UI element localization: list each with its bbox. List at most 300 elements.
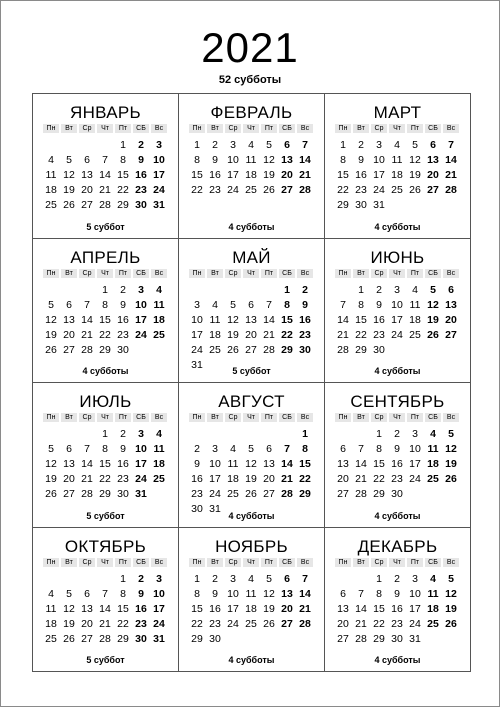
day-cell: 4: [212, 298, 218, 311]
day-cell: 25: [45, 632, 57, 645]
day-grid: [325, 138, 470, 213]
week-row: [325, 298, 470, 313]
day-cell: 8: [194, 587, 200, 600]
month-block: [179, 239, 325, 384]
day-cell: 25: [45, 199, 57, 211]
week-row: [33, 427, 178, 442]
day-cell: 2: [194, 443, 200, 455]
day-cell: [78, 283, 96, 298]
day-cell: 18: [209, 328, 221, 341]
day-cell: 31: [373, 199, 385, 211]
day-cell: 1: [302, 428, 308, 440]
day-cell: 5: [266, 572, 272, 585]
month-block: [33, 94, 179, 239]
day-cell: 25: [245, 184, 257, 196]
day-cell: 20: [81, 617, 93, 630]
day-cell: 14: [355, 602, 367, 615]
weekday-label: Пн: [335, 124, 351, 133]
day-cell: [406, 343, 424, 358]
day-cell: 1: [120, 139, 126, 151]
week-row: [33, 632, 178, 647]
weekday-label: СБ: [133, 269, 149, 278]
day-cell: 26: [263, 184, 275, 196]
day-cell: 17: [191, 328, 203, 341]
day-cell: [442, 632, 460, 647]
day-cell: 24: [391, 328, 403, 341]
day-cell: 14: [99, 169, 111, 181]
day-cell: 7: [84, 443, 90, 455]
day-cell: 21: [299, 169, 311, 181]
week-row: [325, 343, 470, 358]
day-cell: 7: [102, 587, 108, 600]
day-cell: 6: [448, 283, 454, 296]
month-block: [179, 94, 325, 239]
day-cell: 20: [337, 473, 349, 485]
saturday-count: 4 субботы: [228, 221, 275, 232]
month-name: МАЙ: [232, 247, 271, 267]
weekday-label: Ср: [79, 558, 95, 567]
weekday-label: Ср: [79, 124, 95, 133]
day-cell: [188, 427, 206, 442]
month-name: СЕНТЯБРЬ: [350, 392, 445, 411]
week-row: [179, 632, 324, 647]
day-cell: 22: [373, 473, 385, 485]
day-cell: 16: [117, 313, 129, 326]
day-cell: 8: [102, 443, 108, 455]
day-cell: 28: [299, 617, 311, 630]
day-cell: 15: [99, 313, 111, 326]
day-cell: 15: [281, 313, 293, 326]
weekday-label: Чт: [97, 558, 113, 567]
day-cell: 17: [409, 602, 421, 615]
day-cell: 8: [376, 587, 382, 600]
day-cell: 31: [191, 358, 203, 371]
day-cell: 8: [102, 298, 108, 311]
day-cell: 13: [263, 458, 275, 470]
day-cell: 18: [427, 458, 439, 470]
month-block: [325, 528, 471, 673]
day-cell: 19: [409, 169, 421, 181]
weekday-label: СБ: [279, 413, 295, 422]
week-row: [325, 313, 470, 328]
day-grid: [325, 427, 470, 502]
week-row: [33, 283, 178, 298]
weekday-label: Пт: [115, 413, 131, 422]
day-cell: 11: [153, 443, 165, 455]
day-cell: 24: [409, 473, 421, 485]
month-block: [33, 528, 179, 673]
day-cell: 26: [445, 617, 457, 630]
day-grid: [179, 427, 324, 517]
day-cell: 25: [391, 184, 403, 196]
day-cell: 30: [191, 503, 203, 515]
day-cell: 11: [45, 169, 57, 181]
week-row: [325, 283, 470, 298]
day-cell: [278, 632, 296, 647]
weekday-label: СБ: [133, 413, 149, 422]
day-cell: 9: [394, 587, 400, 600]
weekday-label: Вт: [353, 413, 369, 422]
day-cell: 11: [153, 298, 165, 311]
day-cell: [150, 487, 168, 502]
day-cell: 29: [355, 343, 367, 356]
week-row: [33, 328, 178, 343]
day-cell: 25: [209, 343, 221, 356]
weekday-label: Чт: [389, 558, 405, 567]
weekday-label: Вс: [151, 124, 167, 133]
day-cell: 27: [337, 488, 349, 500]
day-cell: 7: [358, 443, 364, 455]
weekday-label: Вс: [443, 413, 459, 422]
month-name: АПРЕЛЬ: [70, 247, 141, 267]
day-cell: 23: [135, 617, 147, 630]
month-block: [179, 383, 325, 528]
day-cell: 18: [153, 313, 165, 326]
week-row: [325, 168, 470, 183]
day-cell: 24: [209, 488, 221, 500]
day-cell: 25: [427, 617, 439, 630]
weekday-label: Чт: [243, 269, 259, 278]
weekday-label: Пн: [43, 558, 59, 567]
day-cell: 6: [66, 298, 72, 311]
weekday-label: Вт: [207, 269, 223, 278]
day-cell: 15: [373, 458, 385, 470]
weekday-header: [179, 124, 324, 135]
weekday-label: Вс: [443, 269, 459, 278]
day-cell: 8: [340, 154, 346, 166]
day-cell: 10: [391, 298, 403, 311]
day-cell: 15: [355, 313, 367, 326]
day-cell: 10: [209, 458, 221, 470]
day-cell: 8: [120, 154, 126, 166]
day-cell: 7: [448, 139, 454, 151]
day-cell: 8: [358, 298, 364, 311]
weekday-header: [33, 558, 178, 569]
day-cell: 1: [340, 139, 346, 151]
day-cell: 22: [99, 328, 111, 341]
day-cell: 12: [263, 154, 275, 166]
saturday-count: 5 суббот: [86, 510, 125, 521]
day-cell: 29: [99, 488, 111, 500]
saturday-total: 52 субботы: [218, 74, 282, 86]
day-cell: 28: [99, 632, 111, 645]
day-cell: 16: [209, 602, 221, 615]
day-cell: 1: [102, 283, 108, 296]
day-cell: 29: [99, 343, 111, 356]
day-cell: 25: [409, 328, 421, 341]
day-cell: 8: [120, 587, 126, 600]
day-cell: 14: [81, 458, 93, 470]
week-row: [179, 283, 324, 298]
weekday-header: [179, 269, 324, 280]
day-cell: [334, 572, 352, 587]
day-cell: 12: [409, 154, 421, 166]
week-row: [325, 632, 470, 647]
day-cell: 25: [227, 488, 239, 500]
day-cell: 20: [445, 313, 457, 326]
day-cell: 10: [135, 298, 147, 311]
week-row: [179, 298, 324, 313]
week-row: [179, 602, 324, 617]
week-row: [33, 457, 178, 472]
day-cell: 12: [45, 313, 57, 326]
day-cell: 9: [212, 587, 218, 600]
day-cell: 3: [156, 572, 162, 585]
weekday-label: Вт: [353, 124, 369, 133]
day-cell: 6: [84, 154, 90, 166]
day-cell: 16: [135, 602, 147, 615]
day-cell: 30: [117, 488, 129, 500]
day-cell: 6: [284, 139, 290, 151]
weekday-label: Пн: [335, 269, 351, 278]
day-cell: 29: [191, 632, 203, 645]
day-cell: 28: [99, 199, 111, 211]
day-cell: 4: [156, 283, 162, 296]
day-cell: 26: [63, 199, 75, 211]
day-cell: 4: [248, 139, 254, 151]
day-cell: 14: [337, 313, 349, 326]
day-cell: [260, 283, 278, 298]
day-cell: 18: [245, 169, 257, 181]
day-cell: 30: [135, 199, 147, 211]
day-cell: 17: [209, 473, 221, 485]
saturday-count: 4 субботы: [374, 655, 421, 665]
day-cell: 12: [227, 313, 239, 326]
day-cell: 28: [355, 488, 367, 500]
week-row: [325, 572, 470, 587]
day-cell: 11: [427, 587, 439, 600]
day-grid: [33, 427, 178, 502]
day-cell: 17: [227, 602, 239, 615]
day-cell: 19: [63, 184, 75, 196]
day-cell: 3: [376, 139, 382, 151]
day-cell: 26: [409, 184, 421, 196]
day-cell: 16: [355, 169, 367, 181]
day-cell: 19: [445, 602, 457, 615]
day-cell: 22: [117, 184, 129, 196]
week-row: [325, 138, 470, 153]
day-grid: [33, 283, 178, 358]
day-cell: 15: [337, 169, 349, 181]
week-row: [33, 472, 178, 487]
saturday-count: 4 субботы: [374, 366, 421, 376]
weekday-label: Пт: [261, 124, 277, 133]
week-row: [33, 313, 178, 328]
day-cell: 21: [99, 184, 111, 196]
day-cell: 2: [120, 428, 126, 440]
day-cell: 7: [102, 154, 108, 166]
day-cell: 3: [194, 298, 200, 311]
day-cell: [242, 632, 260, 647]
day-cell: 26: [45, 488, 57, 500]
day-cell: 6: [340, 587, 346, 600]
day-cell: 7: [266, 298, 272, 311]
weekday-header: [179, 413, 324, 424]
day-cell: 13: [427, 154, 439, 166]
week-row: [33, 572, 178, 587]
day-cell: 5: [266, 139, 272, 151]
day-cell: 13: [81, 169, 93, 181]
week-row: [33, 442, 178, 457]
day-cell: [260, 427, 278, 442]
day-cell: 9: [394, 443, 400, 455]
weekday-label: Чт: [243, 413, 259, 422]
week-row: [325, 183, 470, 198]
day-cell: [42, 572, 60, 587]
day-cell: 9: [194, 458, 200, 470]
day-cell: 17: [135, 313, 147, 326]
day-cell: 27: [337, 632, 349, 645]
day-cell: 6: [84, 587, 90, 600]
weekday-label: Пн: [189, 124, 205, 133]
day-cell: 28: [445, 184, 457, 196]
day-cell: 1: [120, 572, 126, 585]
saturday-count: 4 субботы: [82, 366, 129, 376]
day-cell: 19: [427, 313, 439, 326]
day-cell: 17: [373, 169, 385, 181]
day-cell: 2: [212, 139, 218, 151]
weekday-label: Чт: [389, 269, 405, 278]
day-cell: 28: [81, 488, 93, 500]
weekday-label: Пт: [407, 269, 423, 278]
day-cell: 4: [248, 572, 254, 585]
weekday-header: [179, 558, 324, 569]
day-cell: 30: [391, 488, 403, 500]
day-cell: 10: [135, 443, 147, 455]
day-cell: 19: [227, 328, 239, 341]
month-block: [179, 528, 325, 673]
weekday-label: СБ: [425, 124, 441, 133]
day-cell: 21: [337, 328, 349, 341]
week-row: [33, 343, 178, 358]
week-row: [325, 587, 470, 602]
weekday-label: СБ: [133, 558, 149, 567]
day-cell: [442, 198, 460, 213]
day-cell: 22: [117, 617, 129, 630]
day-cell: 31: [409, 632, 421, 645]
day-cell: 4: [48, 154, 54, 166]
day-cell: 15: [117, 169, 129, 181]
week-row: [33, 602, 178, 617]
day-cell: 7: [302, 139, 308, 151]
day-cell: [206, 283, 224, 298]
weekday-header: [325, 413, 470, 424]
day-cell: 31: [153, 199, 165, 211]
weekday-label: Чт: [389, 413, 405, 422]
day-cell: [96, 138, 114, 153]
day-cell: 21: [263, 328, 275, 341]
day-cell: [242, 283, 260, 298]
day-cell: 5: [448, 428, 454, 440]
day-cell: 3: [412, 572, 418, 585]
day-cell: 11: [227, 458, 239, 470]
weekday-label: Пт: [261, 558, 277, 567]
week-row: [33, 198, 178, 213]
day-cell: 1: [194, 139, 200, 151]
week-row: [179, 472, 324, 487]
day-cell: 5: [66, 587, 72, 600]
day-cell: 22: [355, 328, 367, 341]
day-cell: 29: [373, 632, 385, 645]
week-row: [325, 472, 470, 487]
day-cell: 27: [445, 328, 457, 341]
day-cell: 23: [117, 328, 129, 341]
weekday-label: Ср: [371, 558, 387, 567]
day-cell: 26: [63, 632, 75, 645]
day-cell: 21: [81, 328, 93, 341]
day-cell: 21: [355, 617, 367, 630]
day-cell: 18: [45, 617, 57, 630]
day-cell: 5: [430, 283, 436, 296]
weekday-label: Вс: [297, 124, 313, 133]
day-cell: 20: [281, 169, 293, 181]
month-block: [325, 94, 471, 239]
day-cell: 18: [245, 602, 257, 615]
day-cell: 19: [263, 169, 275, 181]
day-cell: 12: [245, 458, 257, 470]
day-cell: 23: [391, 473, 403, 485]
weekday-label: Вс: [443, 124, 459, 133]
day-cell: 27: [281, 184, 293, 196]
day-cell: 28: [299, 184, 311, 196]
day-cell: 19: [263, 602, 275, 615]
month-name: ЯНВАРЬ: [70, 103, 141, 122]
day-cell: 20: [263, 473, 275, 485]
day-cell: 7: [302, 572, 308, 585]
day-cell: [206, 427, 224, 442]
day-cell: 21: [299, 602, 311, 615]
day-cell: 4: [430, 428, 436, 440]
week-row: [33, 168, 178, 183]
day-cell: 13: [81, 602, 93, 615]
day-cell: 5: [448, 572, 454, 585]
day-cell: 16: [299, 313, 311, 326]
day-cell: 13: [337, 458, 349, 470]
day-cell: 30: [209, 632, 221, 645]
day-cell: 12: [445, 587, 457, 600]
day-cell: 12: [45, 458, 57, 470]
day-cell: 24: [135, 328, 147, 341]
day-cell: 17: [409, 458, 421, 470]
weekday-label: Вт: [207, 124, 223, 133]
day-cell: 30: [373, 343, 385, 356]
weekday-header: [325, 124, 470, 135]
day-cell: 22: [299, 473, 311, 485]
day-cell: 11: [427, 443, 439, 455]
weekday-label: Вт: [353, 269, 369, 278]
day-cell: 10: [153, 154, 165, 166]
day-cell: 20: [63, 473, 75, 485]
day-cell: 2: [138, 572, 144, 585]
day-cell: 8: [376, 443, 382, 455]
day-cell: [78, 427, 96, 442]
week-row: [179, 457, 324, 472]
day-cell: 15: [117, 602, 129, 615]
day-cell: 21: [355, 473, 367, 485]
saturday-count: 4 субботы: [228, 510, 275, 521]
day-cell: 2: [376, 283, 382, 296]
day-cell: 3: [230, 139, 236, 151]
day-cell: 21: [81, 473, 93, 485]
week-row: [325, 457, 470, 472]
weekday-label: СБ: [279, 124, 295, 133]
week-row: [325, 602, 470, 617]
day-cell: 14: [445, 154, 457, 166]
day-cell: 19: [45, 328, 57, 341]
month-name: МАРТ: [373, 103, 422, 122]
day-cell: 16: [391, 602, 403, 615]
day-cell: 4: [48, 587, 54, 600]
